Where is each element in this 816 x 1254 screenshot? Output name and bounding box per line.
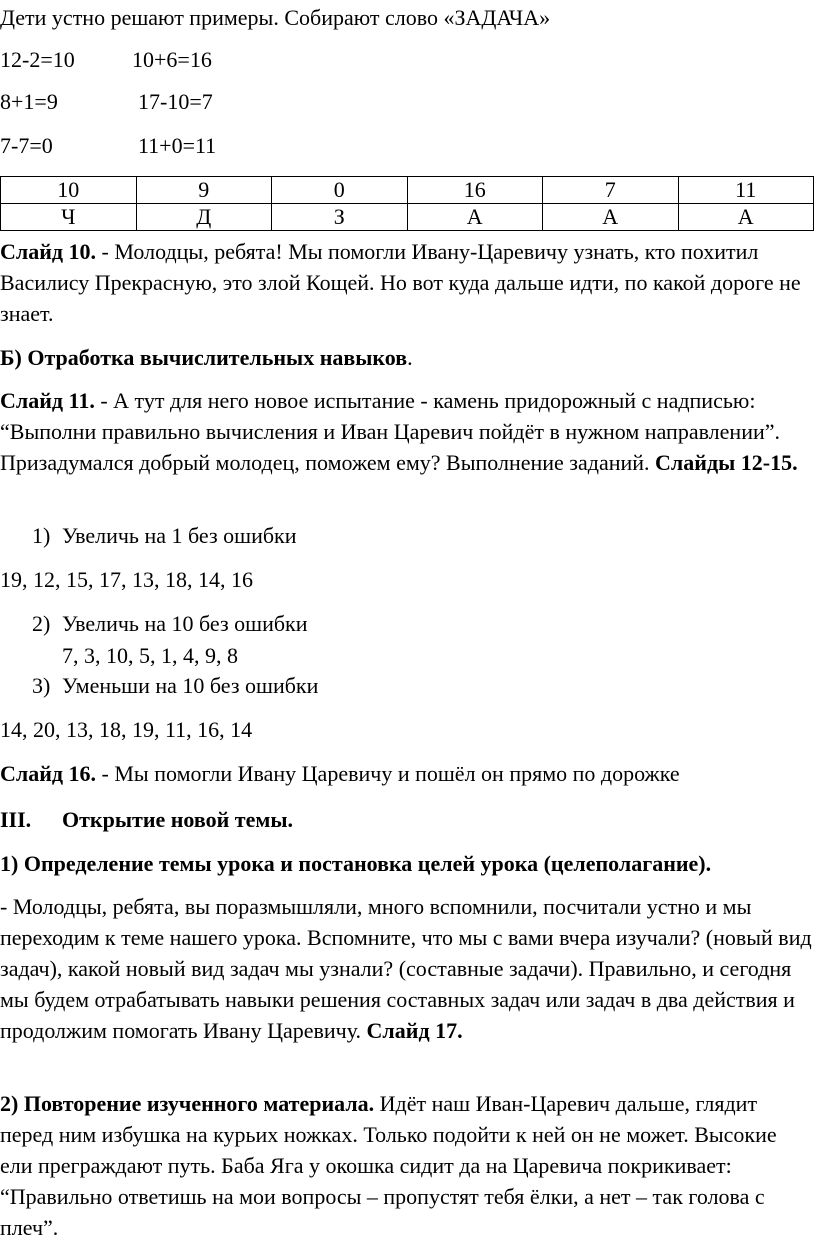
- heading-text: 2) Повторение изученного материала.: [0, 1091, 375, 1116]
- example: 11+0=11: [138, 133, 217, 158]
- example: 10+6=16: [132, 47, 212, 72]
- section-b-heading: [0, 342, 413, 373]
- intro-line: Дети устно решают примеры. Собирают слово «ЗАДАЧА»: [0, 5, 551, 30]
- slide-label: Слайд 10.: [0, 239, 97, 264]
- slide-range: Слайды 12-15.: [655, 450, 798, 475]
- table-cell: 10: [1, 177, 137, 204]
- example-row: [0, 86, 213, 117]
- slide-label: Слайд 16.: [0, 761, 97, 786]
- answer-letter-table: [0, 176, 814, 231]
- table-cell: Ч: [1, 204, 137, 231]
- heading-text: Открытие новой темы.: [62, 807, 294, 832]
- slide-10-paragraph: [0, 236, 814, 329]
- task-number: 2): [32, 611, 51, 636]
- example: 7-7=0: [0, 133, 53, 158]
- task-values: 7, 3, 10, 5, 1, 4, 9, 8: [62, 643, 238, 668]
- task-number: 1): [32, 523, 51, 548]
- example: 8+1=9: [0, 89, 58, 114]
- table-row: [1, 177, 814, 204]
- slide-label: Слайд 17.: [366, 1018, 463, 1043]
- task-label: Уменьши на 10 без ошибки: [62, 673, 319, 698]
- paragraph-text: - А тут для него новое испытание - камень придорожный с надписью: “Выполни правильно вычисления и Иван Царевич пойдёт в нужном направлении”. Призадумался добрый молодец, поможем ему? Выполнение заданий.: [0, 388, 781, 475]
- heading-text: Б) Отработка вычислительных навыков: [0, 345, 408, 370]
- section-number: III.: [0, 807, 32, 832]
- task-item: [32, 608, 308, 639]
- table-row: [1, 204, 814, 231]
- table-cell: 9: [136, 177, 272, 204]
- task-item: [32, 670, 318, 701]
- table-cell: 16: [407, 177, 543, 204]
- example: 17-10=7: [138, 89, 213, 114]
- paragraph-text: - Молодцы, ребята, вы поразмышляли, много вспомнили, посчитали устно и мы переходим к теме нашего урока. Вспомните, что мы с вами вчера изучали? (новый вид задач), какой новый вид задач мы узнали? (составные задачи). Правильно, и сегодня мы будем отрабатывать навыки решения составных задач или задач в два действия и продолжим помогать Ивану Царевичу.: [0, 894, 812, 1043]
- heading-tail: .: [407, 345, 413, 370]
- task-values: 19, 12, 15, 17, 13, 18, 14, 16: [0, 567, 253, 592]
- table-cell: 7: [543, 177, 679, 204]
- example: 12-2=10: [0, 47, 75, 72]
- table-cell: Д: [136, 204, 272, 231]
- example-row: [0, 44, 212, 75]
- slide-label: Слайд 11.: [0, 388, 95, 413]
- lesson-topic-paragraph: [0, 891, 814, 1046]
- table-cell: А: [407, 204, 543, 231]
- table-cell: А: [678, 204, 814, 231]
- paragraph-text: - Мы помогли Ивану Царевичу и пошёл он прямо по дорожке: [96, 761, 680, 786]
- task-label: Увеличь на 1 без ошибки: [62, 523, 297, 548]
- subsection-2-paragraph: [0, 1088, 814, 1243]
- paragraph-text: - Молодцы, ребята! Мы помогли Ивану-Царевичу узнать, кто похитил Василису Прекрасную, это злой Кощей. Но вот куда дальше идти, по какой дороге не знает.: [0, 239, 801, 326]
- task-number: 3): [32, 673, 51, 698]
- heading-text: 1) Определение темы урока и постановка целей урока (целеполагание).: [0, 851, 712, 876]
- example-row: [0, 130, 216, 161]
- table-cell: 0: [272, 177, 408, 204]
- task-item: [32, 520, 297, 551]
- task-label: Увеличь на 10 без ошибки: [62, 611, 308, 636]
- slide-16-paragraph: [0, 758, 680, 789]
- subsection-1-heading: [0, 848, 711, 879]
- table-cell: 11: [678, 177, 814, 204]
- section-3-heading: [0, 804, 293, 835]
- table-cell: З: [272, 204, 408, 231]
- paragraph-text: Идёт наш Иван-Царевич дальше, глядит перед ним избушка на курьих ножках. Только подойти к ней он не может. Высокие ели преграждают путь. Баба Яга у окошка сидит да на Царевича покрикивает: “Правильно ответишь на мои вопросы – пропустят тебя ёлки, а нет – так голова с плеч”.: [0, 1091, 777, 1240]
- task-values: 14, 20, 13, 18, 19, 11, 16, 14: [0, 717, 253, 742]
- table-cell: А: [543, 204, 679, 231]
- slide-11-paragraph: [0, 385, 814, 478]
